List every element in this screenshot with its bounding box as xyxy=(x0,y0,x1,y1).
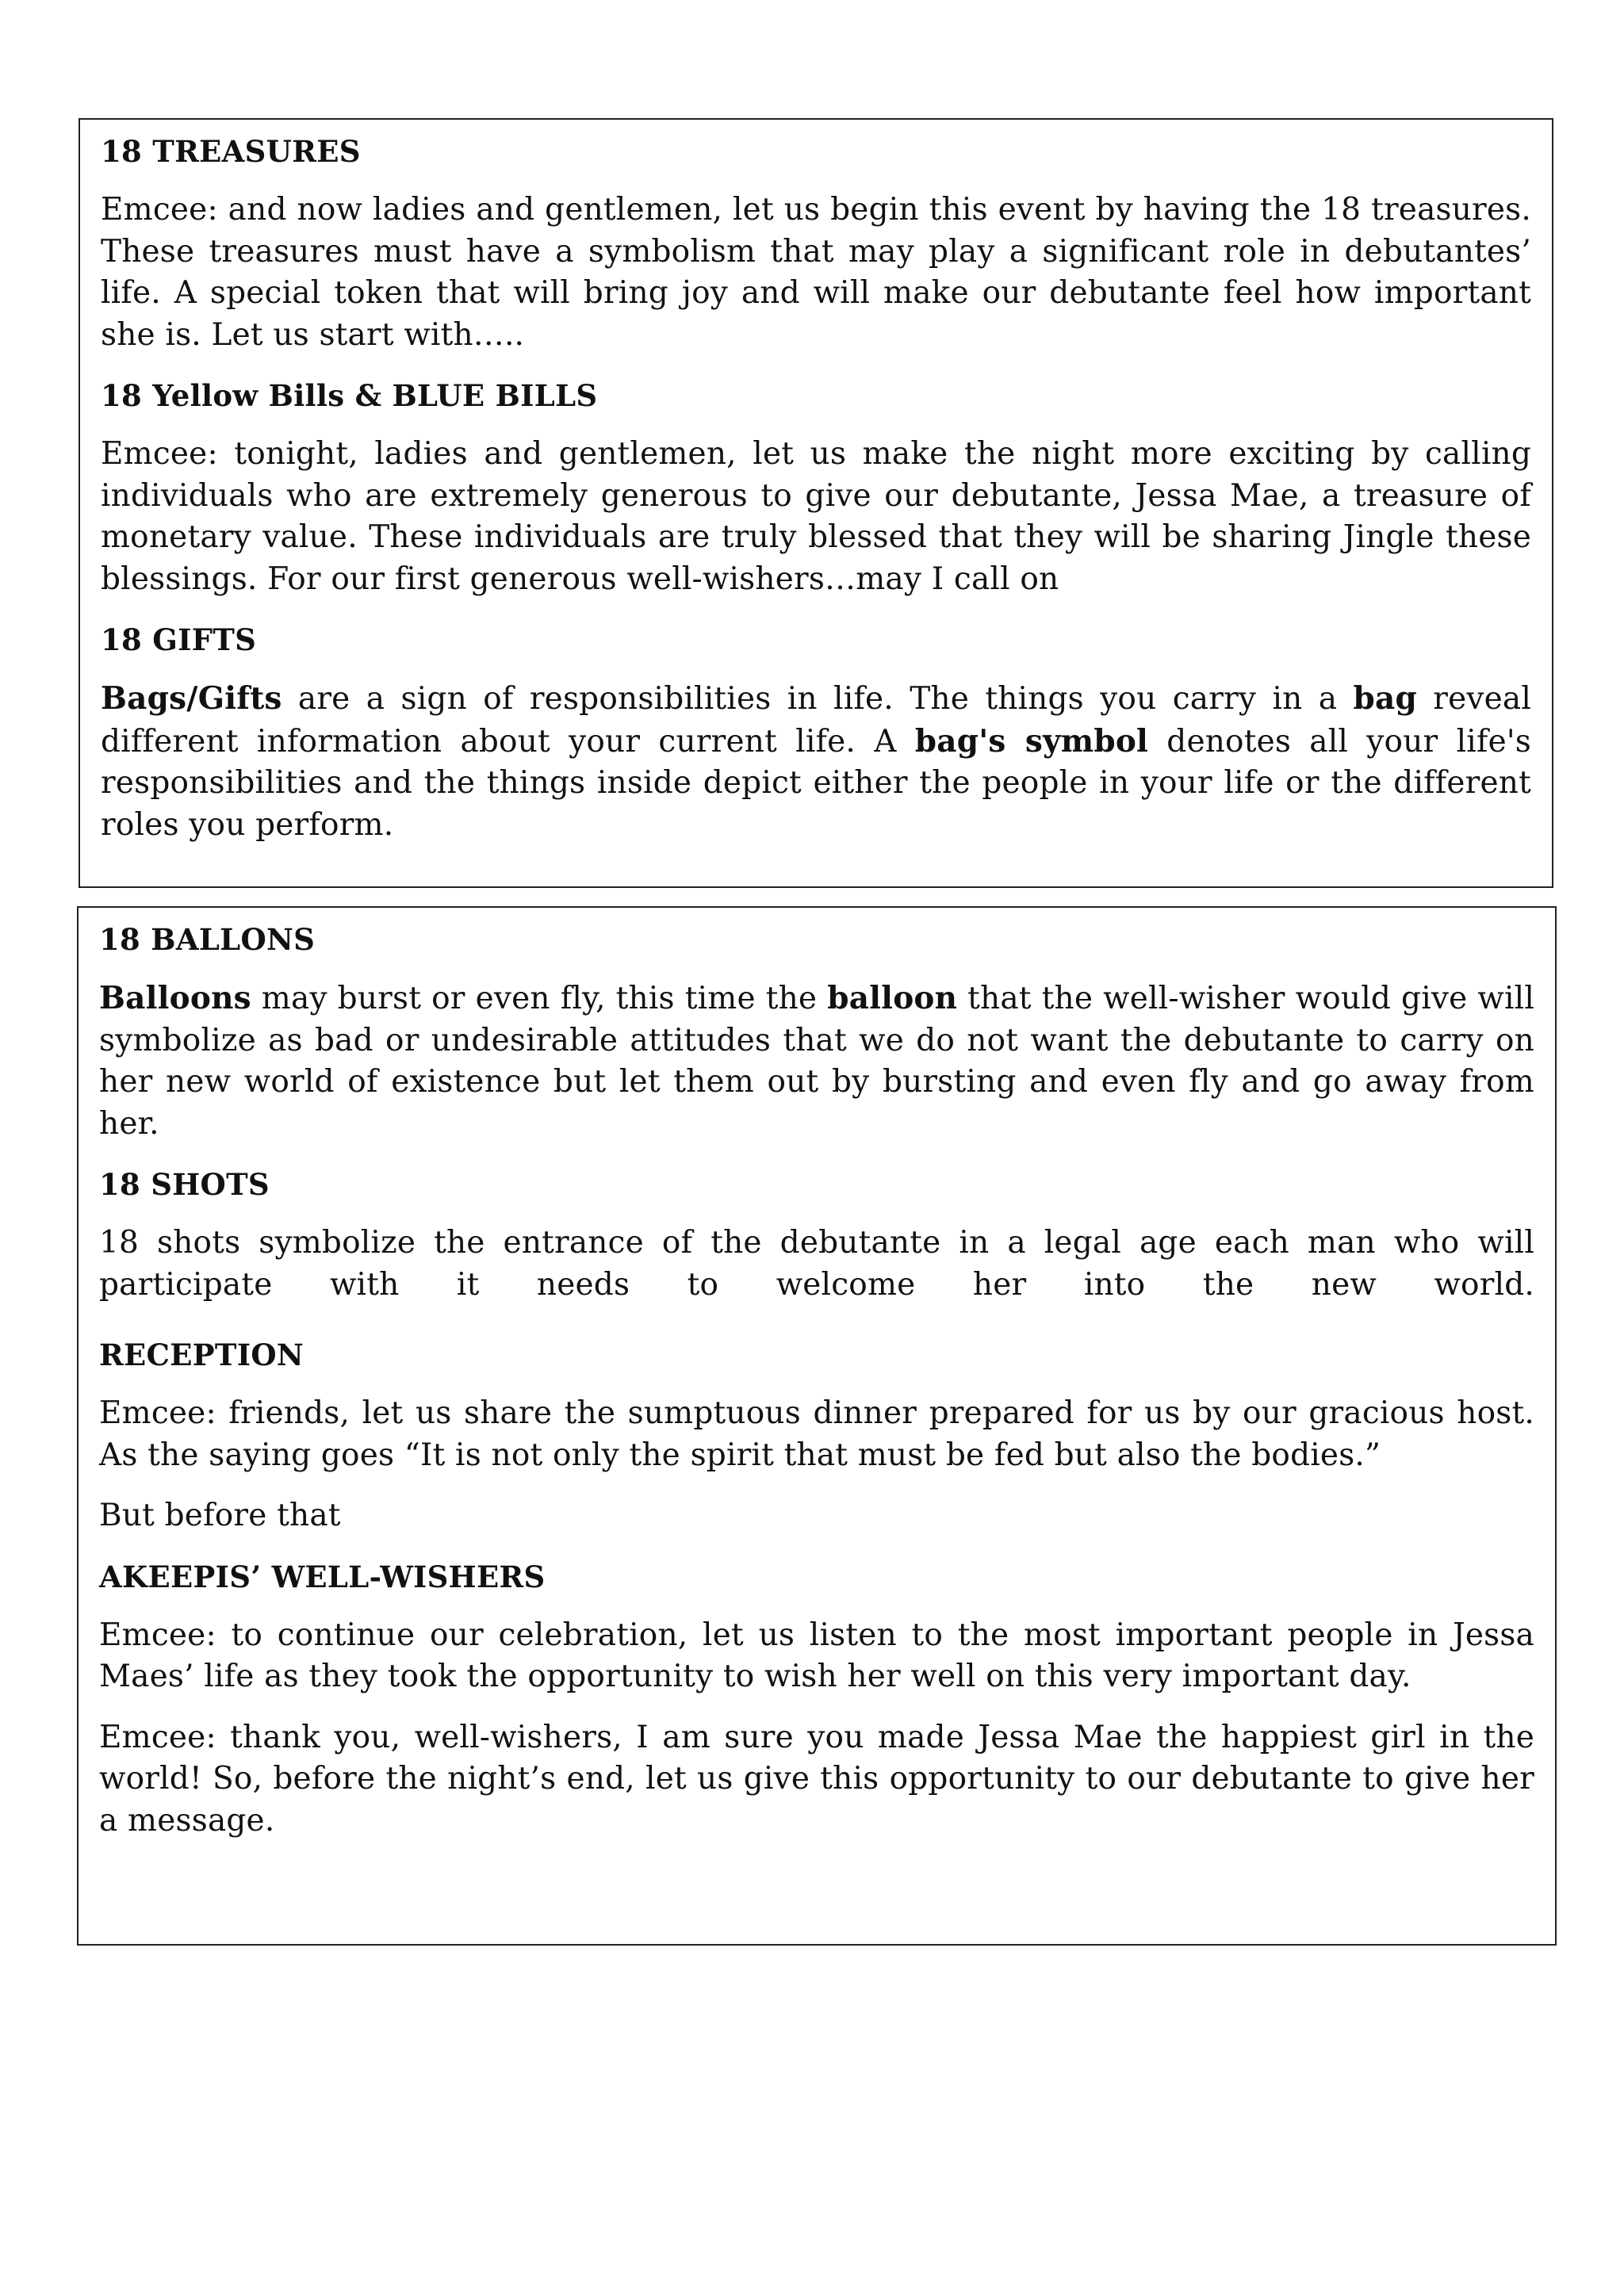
reception-paragraph: Emcee: friends, let us share the sumptuous dinner prepared for us by our gracious host. As the saying goes “It is not only the spirit that must be fed but also the bodies.” xyxy=(99,1395,1534,1473)
gifts-term-bags: Bags/Gifts xyxy=(101,680,282,717)
gifts-heading: 18 GIFTS xyxy=(101,622,257,657)
before-that-text: But before that xyxy=(99,1498,341,1533)
gifts-text-1: are a sign of responsibilities in life. The things you carry in a xyxy=(282,681,1354,717)
ballons-term-balloon: balloon xyxy=(827,980,958,1016)
ballons-text-2: that the well-wisher would give will symbolize as bad or undesirable attitudes that we do not want the debutante to carry on her new world of existence but let them out by bursting and even fly and go away from her. xyxy=(99,981,1535,1142)
treasures-heading: 18 TREASURES xyxy=(101,134,361,169)
bills-heading: 18 Yellow Bills & BLUE BILLS xyxy=(101,378,598,413)
ballons-section-box xyxy=(77,906,1557,1946)
shots-paragraph: 18 shots symbolize the entrance of the debutante in a legal age each man who will participate with it needs to welcome her into the new world. xyxy=(99,1225,1534,1303)
ballons-paragraph xyxy=(99,978,1534,1145)
ballons-term-balloons: Balloons xyxy=(99,980,251,1016)
treasures-paragraph: Emcee: and now ladies and gentlemen, let us begin this event by having the 18 treasures. These treasures must have a symbolism that may play a significant role in debutantes’ life. A special token that will bring joy and will make our debutante feel how important she is. Let us start with….. xyxy=(101,192,1531,353)
akeepis-heading: AKEEPIS’ WELL-WISHERS xyxy=(99,1559,546,1594)
treasures-section-box xyxy=(79,118,1553,888)
ballons-heading: 18 BALLONS xyxy=(99,922,316,957)
ballons-text-1: may burst or even fly, this time the xyxy=(251,981,828,1016)
bills-paragraph: Emcee: tonight, ladies and gentlemen, let us make the night more exciting by calling individuals who are extremely generous to give our debutante, Jessa Mae, a treasure of monetary value. These individuals are truly blessed that they will be sharing Jingle these blessings. For our first generous well-wishers…may I call on xyxy=(101,436,1531,597)
gifts-term-bag-symbol: bag's symbol xyxy=(914,722,1149,760)
shots-heading: 18 SHOTS xyxy=(99,1167,270,1202)
gifts-term-bag: bag xyxy=(1353,680,1417,717)
gifts-paragraph xyxy=(101,678,1531,846)
akeepis-paragraph: Emcee: to continue our celebration, let us listen to the most important people in Jessa Maes’ life as they took the opportunity to wish her well on this very important day. xyxy=(99,1617,1534,1694)
thanks-paragraph: Emcee: thank you, well-wishers, I am sure you made Jessa Mae the happiest girl in the world! So, before the night’s end, let us give this opportunity to our debutante to give her a message. xyxy=(99,1719,1534,1839)
gifts-text-3: denotes all your life's responsibilities and the things inside depict either the people in your life or the different roles you perform. xyxy=(101,723,1531,843)
gifts-text-2: reveal different information about your current life. A xyxy=(101,681,1531,760)
reception-heading: RECEPTION xyxy=(99,1337,304,1372)
